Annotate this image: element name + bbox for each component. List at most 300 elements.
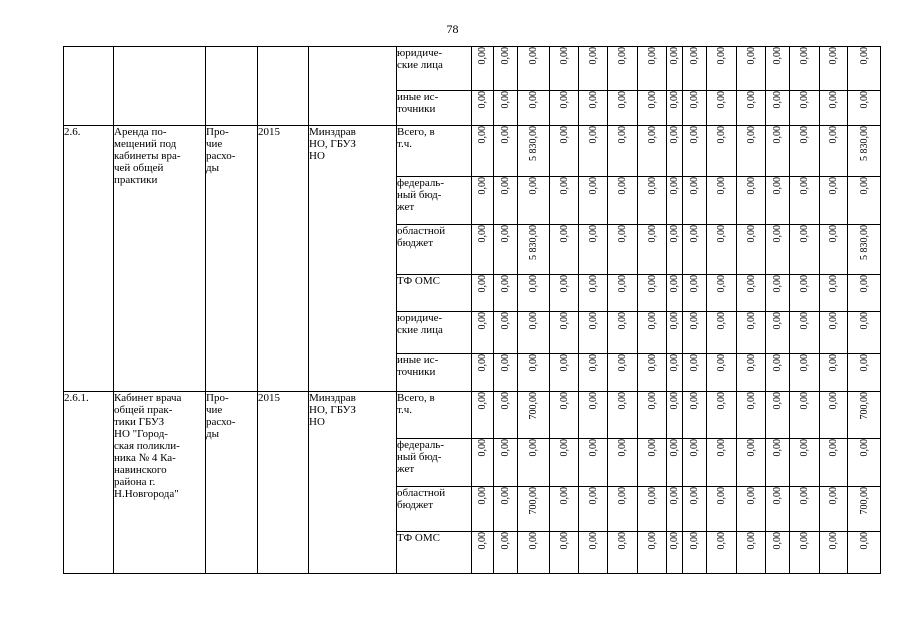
value-cell — [707, 312, 737, 354]
item-year — [258, 47, 309, 126]
value-cell — [683, 354, 707, 392]
value-text: 0,00 — [716, 392, 727, 410]
value-text: 0,00 — [669, 392, 680, 410]
value-text: 0,00 — [745, 275, 757, 293]
item-index — [64, 47, 114, 126]
value-cell — [790, 487, 820, 532]
value-text: 0,00 — [587, 225, 599, 243]
value-cell — [608, 439, 638, 487]
value-cell — [638, 532, 667, 574]
value-text: 0,00 — [558, 47, 570, 65]
value-text: 0,00 — [617, 312, 628, 330]
value-text: 0,00 — [799, 126, 810, 144]
value-text: 0,00 — [617, 439, 628, 457]
value-cell — [472, 312, 494, 354]
value-text: 0,00 — [745, 439, 757, 457]
value-cell — [848, 91, 881, 126]
funding-source: областной бюджет — [397, 487, 472, 532]
value-text: 0,00 — [745, 126, 757, 144]
value-cell — [766, 225, 790, 275]
value-text: 0,00 — [669, 532, 680, 550]
value-cell — [608, 354, 638, 392]
value-text: 0,00 — [477, 439, 488, 457]
value-text: 0,00 — [828, 177, 839, 195]
value-cell — [494, 225, 518, 275]
value-cell — [608, 312, 638, 354]
value-text: 0,00 — [477, 392, 488, 410]
value-text: 0,00 — [646, 354, 658, 372]
value-cell — [579, 532, 608, 574]
value-text: 0,00 — [558, 225, 570, 243]
value-text: 0,00 — [689, 91, 700, 109]
value-cell — [608, 177, 638, 225]
value-text: 0,00 — [528, 312, 539, 330]
value-cell — [707, 392, 737, 439]
value-text: 0,00 — [799, 177, 810, 195]
value-cell — [550, 225, 579, 275]
expense-type — [206, 47, 258, 126]
item-executor — [309, 47, 397, 126]
value-text: 0,00 — [617, 47, 628, 65]
value-text: 0,00 — [689, 354, 700, 372]
value-text: 0,00 — [828, 91, 839, 109]
value-text: 0,00 — [617, 91, 628, 109]
value-cell — [820, 439, 848, 487]
value-text: 0,00 — [772, 126, 783, 144]
value-text: 0,00 — [528, 47, 539, 65]
value-cell — [518, 225, 550, 275]
value-text: 700,00 — [528, 487, 539, 515]
value-text: 0,00 — [799, 47, 810, 65]
value-text: 0,00 — [587, 354, 599, 372]
value-cell — [766, 91, 790, 126]
budget-table — [63, 46, 881, 574]
value-text: 0,00 — [669, 47, 680, 65]
value-cell — [608, 91, 638, 126]
value-text: 0,00 — [858, 47, 870, 65]
value-text: 0,00 — [500, 126, 511, 144]
value-cell — [550, 532, 579, 574]
value-cell — [472, 487, 494, 532]
value-text: 0,00 — [477, 275, 488, 293]
value-text: 0,00 — [669, 275, 680, 293]
value-text: 0,00 — [558, 532, 570, 550]
value-text: 0,00 — [745, 392, 757, 410]
value-text: 0,00 — [558, 487, 570, 505]
value-cell — [683, 47, 707, 91]
value-text: 0,00 — [500, 312, 511, 330]
value-cell — [707, 126, 737, 177]
value-cell — [790, 177, 820, 225]
value-text: 0,00 — [772, 225, 783, 243]
value-text: 0,00 — [477, 312, 488, 330]
value-cell — [494, 354, 518, 392]
value-text: 0,00 — [828, 225, 839, 243]
item-executor: Минздрав НО, ГБУЗ НО — [309, 392, 397, 574]
value-cell — [766, 392, 790, 439]
value-cell — [494, 177, 518, 225]
value-cell — [579, 275, 608, 312]
value-text: 0,00 — [477, 126, 488, 144]
value-text: 0,00 — [828, 354, 839, 372]
expense-type: Про- чие расхо- ды — [206, 126, 258, 392]
value-cell — [790, 225, 820, 275]
funding-source: ТФ ОМС — [397, 275, 472, 312]
item-index: 2.6. — [64, 126, 114, 392]
value-cell — [579, 126, 608, 177]
value-text: 0,00 — [558, 312, 570, 330]
value-cell — [518, 487, 550, 532]
value-text: 0,00 — [646, 91, 658, 109]
value-cell — [683, 126, 707, 177]
value-cell — [550, 312, 579, 354]
value-text: 0,00 — [587, 126, 599, 144]
value-text: 0,00 — [587, 275, 599, 293]
value-cell — [494, 487, 518, 532]
value-cell — [667, 91, 683, 126]
value-text: 0,00 — [500, 354, 511, 372]
value-cell — [683, 439, 707, 487]
value-text: 0,00 — [772, 354, 783, 372]
value-text: 0,00 — [689, 225, 700, 243]
item-description — [114, 47, 206, 126]
value-cell — [638, 91, 667, 126]
value-text: 0,00 — [689, 126, 700, 144]
value-cell — [848, 126, 881, 177]
item-year: 2015 — [258, 392, 309, 574]
value-text: 0,00 — [669, 312, 680, 330]
value-cell — [638, 392, 667, 439]
value-cell — [707, 225, 737, 275]
value-cell — [608, 275, 638, 312]
value-text: 0,00 — [617, 532, 628, 550]
value-cell — [848, 439, 881, 487]
value-cell — [550, 275, 579, 312]
value-text: 0,00 — [858, 177, 870, 195]
value-cell — [638, 225, 667, 275]
value-cell — [820, 275, 848, 312]
value-text: 0,00 — [669, 225, 680, 243]
value-cell — [683, 177, 707, 225]
value-cell — [790, 47, 820, 91]
value-text: 0,00 — [500, 47, 511, 65]
value-text: 0,00 — [799, 312, 810, 330]
value-text: 0,00 — [689, 487, 700, 505]
funding-source: ТФ ОМС — [397, 532, 472, 574]
value-cell — [472, 392, 494, 439]
value-cell — [820, 126, 848, 177]
value-text: 0,00 — [828, 47, 839, 65]
value-cell — [579, 439, 608, 487]
value-text: 0,00 — [646, 126, 658, 144]
value-cell — [848, 392, 881, 439]
value-cell — [579, 392, 608, 439]
value-cell — [550, 439, 579, 487]
value-cell — [820, 225, 848, 275]
value-text: 0,00 — [799, 354, 810, 372]
value-cell — [683, 275, 707, 312]
value-cell — [550, 126, 579, 177]
value-text: 0,00 — [689, 532, 700, 550]
value-cell — [472, 225, 494, 275]
value-text: 0,00 — [528, 439, 539, 457]
value-text: 0,00 — [617, 177, 628, 195]
value-text: 0,00 — [716, 487, 727, 505]
value-cell — [638, 439, 667, 487]
item-description: Кабинет врача общей прак- тики ГБУЗ НО "Город- ская поликли- ника № 4 Ка- навинского района г. Н.Новгорода" — [114, 392, 206, 574]
value-cell — [518, 91, 550, 126]
value-cell — [667, 275, 683, 312]
value-text: 0,00 — [716, 177, 727, 195]
value-text: 0,00 — [716, 126, 727, 144]
value-cell — [737, 392, 766, 439]
value-text: 0,00 — [669, 91, 680, 109]
table-row — [64, 47, 881, 91]
value-text: 700,00 — [528, 392, 539, 420]
value-text: 0,00 — [799, 392, 810, 410]
value-text: 0,00 — [528, 532, 539, 550]
value-cell — [737, 177, 766, 225]
value-cell — [518, 354, 550, 392]
value-cell — [848, 354, 881, 392]
funding-source: иные ис- точники — [397, 91, 472, 126]
value-cell — [667, 225, 683, 275]
value-cell — [820, 392, 848, 439]
value-cell — [667, 532, 683, 574]
value-cell — [579, 354, 608, 392]
value-cell — [667, 47, 683, 91]
value-text: 0,00 — [689, 177, 700, 195]
funding-source: федераль- ный бюд- жет — [397, 177, 472, 225]
value-text: 0,00 — [858, 275, 870, 293]
value-cell — [737, 439, 766, 487]
value-cell — [638, 126, 667, 177]
value-text: 0,00 — [646, 177, 658, 195]
value-cell — [638, 487, 667, 532]
value-text: 0,00 — [587, 439, 599, 457]
value-text: 0,00 — [799, 275, 810, 293]
funding-source: Всего, в т.ч. — [397, 392, 472, 439]
value-text: 0,00 — [477, 487, 488, 505]
value-text: 0,00 — [500, 487, 511, 505]
page-number: 78 — [446, 22, 459, 36]
value-text: 0,00 — [828, 126, 839, 144]
value-cell — [848, 177, 881, 225]
value-text: 0,00 — [669, 439, 680, 457]
value-cell — [550, 177, 579, 225]
value-cell — [790, 312, 820, 354]
value-cell — [707, 275, 737, 312]
value-cell — [494, 532, 518, 574]
funding-source: областной бюджет — [397, 225, 472, 275]
value-cell — [707, 532, 737, 574]
value-cell — [494, 126, 518, 177]
value-cell — [790, 392, 820, 439]
value-text: 0,00 — [828, 532, 839, 550]
value-cell — [820, 354, 848, 392]
value-cell — [766, 275, 790, 312]
value-cell — [518, 275, 550, 312]
value-text: 0,00 — [617, 392, 628, 410]
value-cell — [790, 354, 820, 392]
value-text: 0,00 — [716, 47, 727, 65]
value-text: 0,00 — [716, 439, 727, 457]
value-cell — [683, 487, 707, 532]
funding-source: федераль- ный бюд- жет — [397, 439, 472, 487]
value-text: 0,00 — [587, 392, 599, 410]
value-cell — [766, 312, 790, 354]
value-text: 0,00 — [646, 47, 658, 65]
item-executor: Минздрав НО, ГБУЗ НО — [309, 126, 397, 392]
value-cell — [683, 532, 707, 574]
value-text: 0,00 — [716, 275, 727, 293]
value-cell — [737, 126, 766, 177]
value-cell — [550, 354, 579, 392]
value-text: 0,00 — [477, 532, 488, 550]
value-cell — [820, 312, 848, 354]
value-cell — [707, 177, 737, 225]
value-cell — [848, 47, 881, 91]
value-text: 0,00 — [745, 177, 757, 195]
value-text: 0,00 — [828, 275, 839, 293]
value-text: 0,00 — [745, 487, 757, 505]
value-text: 0,00 — [500, 439, 511, 457]
value-text: 0,00 — [772, 532, 783, 550]
value-cell — [608, 225, 638, 275]
value-cell — [667, 487, 683, 532]
table-row — [64, 392, 881, 439]
value-text: 0,00 — [617, 487, 628, 505]
value-cell — [667, 177, 683, 225]
value-cell — [790, 126, 820, 177]
value-text: 0,00 — [689, 312, 700, 330]
value-text: 0,00 — [669, 354, 680, 372]
value-text: 0,00 — [772, 177, 783, 195]
value-text: 0,00 — [716, 532, 727, 550]
table-row — [64, 126, 881, 177]
value-cell — [494, 312, 518, 354]
funding-source: юридиче- ские лица — [397, 312, 472, 354]
value-text: 0,00 — [828, 312, 839, 330]
value-text: 0,00 — [716, 91, 727, 109]
value-text: 0,00 — [617, 225, 628, 243]
value-text: 0,00 — [587, 312, 599, 330]
value-text: 0,00 — [587, 532, 599, 550]
value-cell — [707, 354, 737, 392]
value-cell — [579, 91, 608, 126]
value-text: 5 830,00 — [858, 126, 870, 161]
value-text: 0,00 — [858, 312, 870, 330]
value-cell — [608, 532, 638, 574]
value-cell — [579, 312, 608, 354]
value-text: 0,00 — [587, 47, 599, 65]
value-text: 0,00 — [858, 439, 870, 457]
value-cell — [848, 312, 881, 354]
value-cell — [667, 354, 683, 392]
value-cell — [472, 126, 494, 177]
value-cell — [494, 47, 518, 91]
value-text: 0,00 — [689, 275, 700, 293]
value-cell — [494, 439, 518, 487]
expense-type: Про- чие расхо- ды — [206, 392, 258, 574]
value-cell — [737, 354, 766, 392]
value-cell — [683, 225, 707, 275]
value-text: 0,00 — [558, 439, 570, 457]
value-cell — [766, 47, 790, 91]
value-text: 0,00 — [716, 312, 727, 330]
value-cell — [472, 177, 494, 225]
value-text: 0,00 — [558, 177, 570, 195]
value-text: 0,00 — [689, 392, 700, 410]
value-cell — [494, 91, 518, 126]
value-cell — [707, 439, 737, 487]
value-text: 0,00 — [558, 126, 570, 144]
value-cell — [848, 532, 881, 574]
value-text: 0,00 — [745, 532, 757, 550]
value-cell — [550, 392, 579, 439]
value-cell — [820, 91, 848, 126]
value-text: 0,00 — [617, 275, 628, 293]
value-cell — [494, 275, 518, 312]
value-cell — [737, 532, 766, 574]
value-text: 0,00 — [772, 91, 783, 109]
value-text: 0,00 — [646, 439, 658, 457]
value-text: 0,00 — [772, 312, 783, 330]
value-cell — [638, 177, 667, 225]
value-text: 0,00 — [772, 47, 783, 65]
value-cell — [518, 126, 550, 177]
value-text: 0,00 — [528, 91, 539, 109]
value-cell — [518, 312, 550, 354]
value-text: 0,00 — [558, 275, 570, 293]
value-cell — [472, 439, 494, 487]
value-cell — [608, 126, 638, 177]
value-cell — [737, 91, 766, 126]
value-text: 0,00 — [689, 47, 700, 65]
value-cell — [737, 225, 766, 275]
value-text: 0,00 — [772, 392, 783, 410]
value-text: 700,00 — [858, 487, 870, 515]
value-cell — [820, 177, 848, 225]
value-cell — [820, 487, 848, 532]
value-cell — [608, 47, 638, 91]
value-cell — [737, 487, 766, 532]
value-text: 0,00 — [799, 532, 810, 550]
value-cell — [766, 532, 790, 574]
value-text: 0,00 — [669, 487, 680, 505]
value-cell — [550, 487, 579, 532]
table-body — [64, 47, 881, 574]
value-text: 0,00 — [858, 354, 870, 372]
value-cell — [737, 47, 766, 91]
item-description: Аренда по- мещений под кабинеты вра- чей общей практики — [114, 126, 206, 392]
value-text: 0,00 — [745, 312, 757, 330]
value-text: 0,00 — [477, 177, 488, 195]
value-cell — [848, 275, 881, 312]
value-cell — [683, 312, 707, 354]
value-text: 0,00 — [689, 439, 700, 457]
value-text: 0,00 — [745, 354, 757, 372]
value-text: 0,00 — [669, 126, 680, 144]
value-text: 0,00 — [772, 275, 783, 293]
value-text: 0,00 — [617, 126, 628, 144]
value-text: 0,00 — [646, 487, 658, 505]
value-text: 0,00 — [745, 225, 757, 243]
funding-source: юридиче- ские лица — [397, 47, 472, 91]
value-text: 0,00 — [669, 177, 680, 195]
value-text: 0,00 — [799, 439, 810, 457]
value-cell — [737, 312, 766, 354]
